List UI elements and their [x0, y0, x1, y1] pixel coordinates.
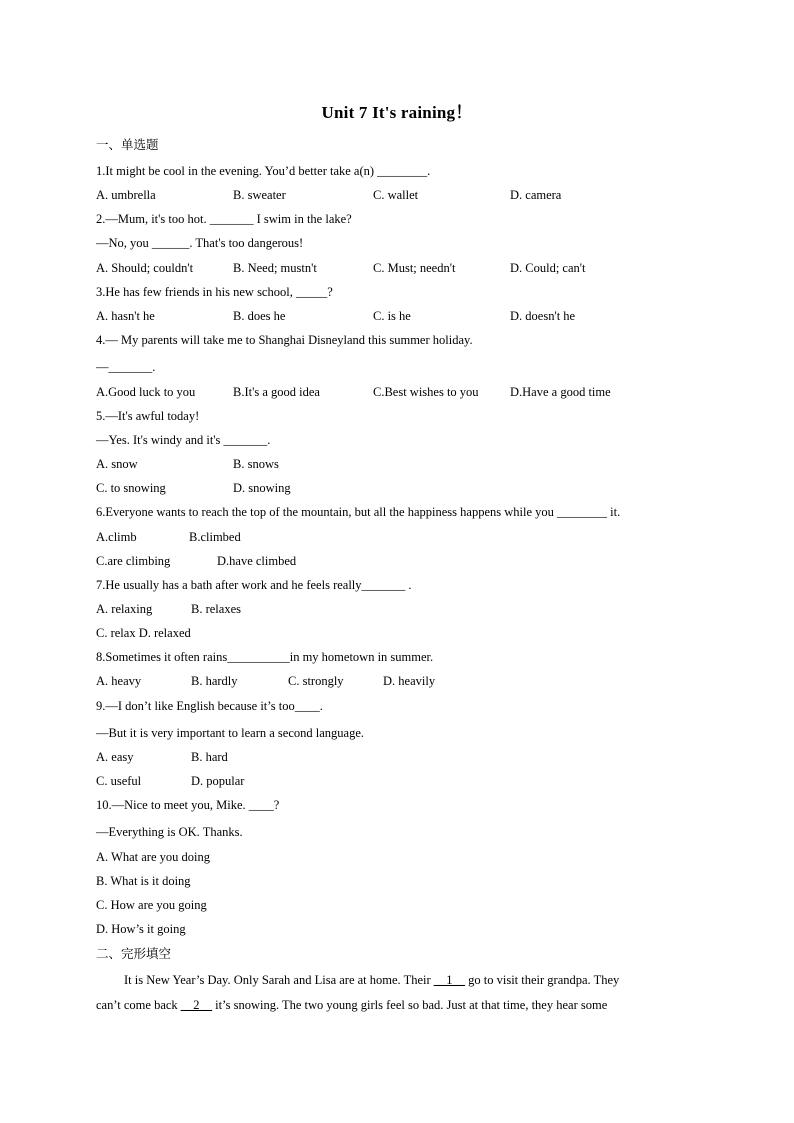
question-3-stem: 3.He has few friends in his new school, _____?	[96, 285, 333, 299]
passage-blank-1[interactable]: __1__	[433, 973, 466, 987]
passage-text: go to visit their grandpa. They	[465, 973, 620, 987]
question-9-option-c[interactable]: C. useful	[96, 774, 142, 788]
question-3-option-d[interactable]: D. doesn't he	[510, 309, 576, 323]
question-1-option-d[interactable]: D. camera	[510, 188, 562, 202]
question-2-response: —No, you ______. That's too dangerous!	[96, 236, 304, 250]
question-5-option-c[interactable]: C. to snowing	[96, 481, 166, 495]
question-7-option-b[interactable]: B. relaxes	[191, 602, 241, 616]
question-5-option-b[interactable]: B. snows	[233, 457, 279, 471]
question-4-option-b[interactable]: B.It's a good idea	[233, 385, 320, 399]
question-5-option-a[interactable]: A. snow	[96, 457, 138, 471]
section-heading-single-choice: 一、单选题	[96, 137, 159, 152]
question-5-stem: 5.—It's awful today!	[96, 409, 200, 423]
question-1-option-b[interactable]: B. sweater	[233, 188, 286, 202]
question-6-stem: 6.Everyone wants to reach the top of the mountain, but all the happiness happens while you ________ it.	[96, 505, 621, 519]
question-2-option-b[interactable]: B. Need; mustn't	[233, 261, 317, 275]
passage-line-2	[96, 997, 696, 1013]
question-10-response: —Everything is OK. Thanks.	[96, 825, 243, 839]
question-10-option-a[interactable]: A. What are you doing	[96, 850, 210, 864]
question-10-option-b[interactable]: B. What is it doing	[96, 874, 191, 888]
question-7-option-cd[interactable]: C. relax D. relaxed	[96, 626, 191, 640]
question-4-stem: 4.— My parents will take me to Shanghai Disneyland this summer holiday.	[96, 333, 473, 347]
question-4-option-a[interactable]: A.Good luck to you	[96, 385, 196, 399]
question-9-stem: 9.—I don’t like English because it’s too____.	[96, 699, 323, 713]
question-3-option-a[interactable]: A. hasn't he	[96, 309, 155, 323]
page-title: Unit 7 It's raining！	[321, 103, 473, 122]
passage-text: can’t come back	[96, 998, 181, 1012]
question-1-option-c[interactable]: C. wallet	[373, 188, 419, 202]
question-8-option-d[interactable]: D. heavily	[383, 674, 436, 688]
question-9-option-d[interactable]: D. popular	[191, 774, 245, 788]
question-7-stem: 7.He usually has a bath after work and he feels really_______ .	[96, 578, 412, 592]
question-2-option-d[interactable]: D. Could; can't	[510, 261, 586, 275]
section-heading-cloze: 二、完形填空	[96, 946, 172, 961]
question-9-response: —But it is very important to learn a second language.	[96, 726, 364, 740]
passage-blank-2[interactable]: __2__	[180, 998, 213, 1012]
question-1-stem: 1.It might be cool in the evening. You’d better take a(n) ________.	[96, 164, 431, 178]
question-4-option-c[interactable]: C.Best wishes to you	[373, 385, 479, 399]
question-8-option-a[interactable]: A. heavy	[96, 674, 142, 688]
question-3-option-c[interactable]: C. is he	[373, 309, 411, 323]
question-2-option-c[interactable]: C. Must; needn't	[373, 261, 456, 275]
question-6-option-b[interactable]: B.climbed	[189, 530, 241, 544]
question-7-option-a[interactable]: A. relaxing	[96, 602, 153, 616]
question-1-option-a[interactable]: A. umbrella	[96, 188, 156, 202]
question-5-option-d[interactable]: D. snowing	[233, 481, 291, 495]
question-9-option-a[interactable]: A. easy	[96, 750, 134, 764]
passage-text: it’s snowing. The two young girls feel so bad. Just at that time, they hear some	[212, 998, 608, 1012]
question-3-option-b[interactable]: B. does he	[233, 309, 286, 323]
question-6-option-c[interactable]: C.are climbing	[96, 554, 171, 568]
question-10-option-d[interactable]: D. How’s it going	[96, 922, 186, 936]
question-8-option-c[interactable]: C. strongly	[288, 674, 344, 688]
passage-text: It is New Year’s Day. Only Sarah and Lisa are at home. Their	[124, 973, 434, 987]
passage-line-1	[96, 972, 724, 988]
question-5-response: —Yes. It's windy and it's _______.	[96, 433, 271, 447]
question-4-option-d[interactable]: D.Have a good time	[510, 385, 611, 399]
question-8-option-b[interactable]: B. hardly	[191, 674, 238, 688]
question-4-response: —_______.	[96, 360, 156, 374]
question-6-option-d[interactable]: D.have climbed	[217, 554, 297, 568]
question-8-stem: 8.Sometimes it often rains__________in my hometown in summer.	[96, 650, 434, 664]
question-10-option-c[interactable]: C. How are you going	[96, 898, 207, 912]
question-9-option-b[interactable]: B. hard	[191, 750, 228, 764]
question-2-stem: 2.—Mum, it's too hot. _______ I swim in the lake?	[96, 212, 352, 226]
question-2-option-a[interactable]: A. Should; couldn't	[96, 261, 194, 275]
question-6-option-a[interactable]: A.climb	[96, 530, 137, 544]
question-10-stem: 10.—Nice to meet you, Mike. ____?	[96, 798, 280, 812]
